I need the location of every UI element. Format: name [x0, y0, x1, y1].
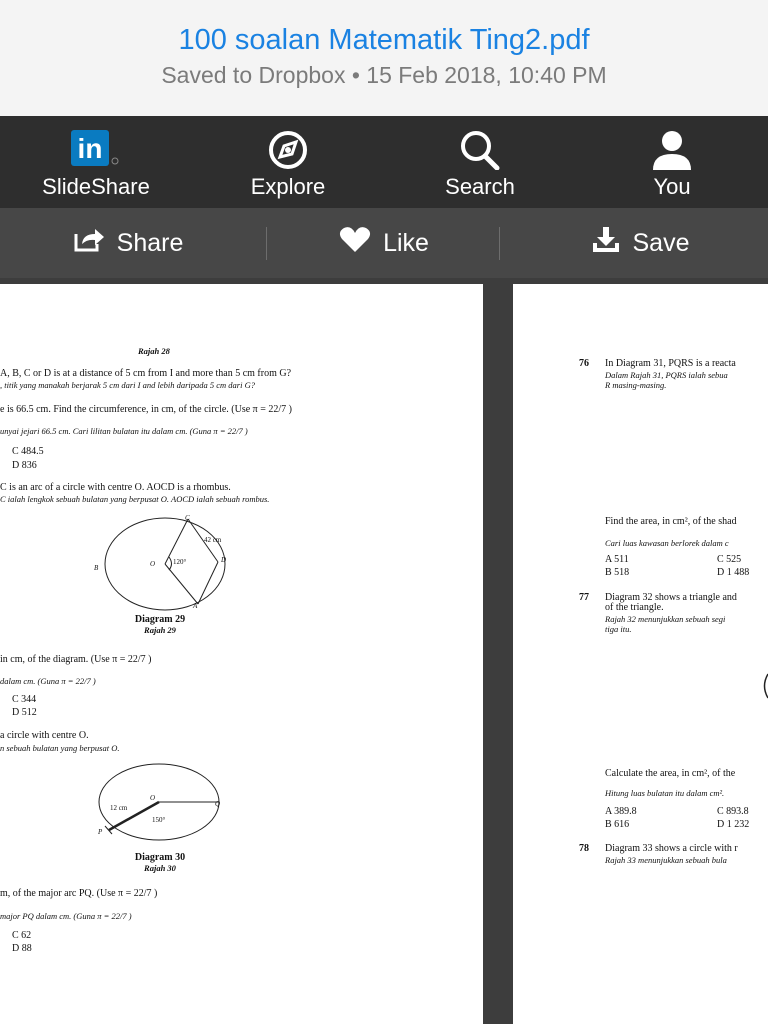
nav-slideshare-label: SlideShare [42, 174, 150, 199]
svg-text:in: in [77, 133, 103, 164]
nav-search-label: Search [445, 174, 515, 199]
answer-option: C 893.8 [717, 806, 749, 817]
answer-option: A 389.8 [605, 806, 637, 817]
diagram-label: D [221, 556, 227, 564]
nav-slideshare[interactable] [0, 116, 192, 208]
answer-option: C 525 [717, 554, 742, 565]
question-text-malay: dalam cm. (Guna π = 22/7 ) [0, 676, 96, 686]
question-text-malay: Rajah 32 menunjukkan sebuah segi [605, 614, 726, 624]
like-label: Like [383, 228, 429, 257]
save-label: Save [632, 228, 690, 257]
diagram-label: 42 cm [204, 536, 222, 544]
answer-option: C 344 [12, 694, 37, 705]
rajah-29-label: Rajah 29 [144, 625, 176, 635]
question-number: 76 [579, 358, 589, 369]
download-icon [591, 227, 621, 260]
nav-explore-label: Explore [250, 174, 326, 199]
nav-explore[interactable] [192, 116, 384, 208]
share-icon [73, 228, 105, 259]
diagram-label: P [98, 828, 103, 836]
diagram-label: O [150, 560, 156, 568]
main-navigation [0, 116, 768, 208]
like-button[interactable] [256, 208, 512, 278]
save-button[interactable] [512, 208, 768, 278]
answer-option: D 1 488 [717, 567, 750, 578]
diagram-label: Q [215, 800, 221, 808]
question-text: In Diagram 31, PQRS is a reacta [605, 358, 736, 369]
question-text: m, of the major arc PQ. (Use π = 22/7 ) [0, 888, 158, 899]
user-icon [649, 130, 695, 175]
compass-icon [265, 130, 311, 175]
question-text-malay: unyai jejari 66.5 cm. Cari lilitan bulatan itu dalam cm. (Guna π = 22/7 ) [0, 426, 248, 436]
question-text: of the triangle. [605, 602, 664, 613]
diagram-fragment [759, 672, 768, 700]
nav-you[interactable] [576, 116, 768, 208]
nav-search[interactable] [384, 116, 576, 208]
rajah-30-label: Rajah 30 [144, 863, 176, 873]
nav-you-label: You [653, 174, 691, 199]
question-text: Find the area, in cm², of the shad [605, 516, 737, 527]
answer-option: D 1 232 [717, 819, 750, 830]
answer-option: A 511 [605, 554, 629, 565]
question-text: e is 66.5 cm. Find the circumference, in cm, of the circle. (Use π = 22/7 ) [0, 404, 292, 415]
answer-option: D 512 [12, 707, 37, 718]
question-text: Diagram 33 shows a circle with r [605, 843, 738, 854]
answer-option: D 836 [12, 460, 37, 471]
document-save-status: Saved to Dropbox • 15 Feb 2018, 10:40 PM [161, 62, 607, 88]
question-text: Calculate the area, in cm², of the [605, 768, 736, 779]
question-text: C is an arc of a circle with centre O. AOCD is a rhombus. [0, 482, 231, 493]
diagram-label: C [185, 514, 190, 522]
question-text: a circle with centre O. [0, 730, 89, 741]
question-text-malay: tiga itu. [605, 624, 632, 634]
diagram-30-caption: Diagram 30 [134, 852, 186, 863]
document-header [0, 0, 768, 116]
question-text: in cm, of the diagram. (Use π = 22/7 ) [0, 654, 152, 665]
document-title: 100 soalan Matematik Ting2.pdf [178, 24, 590, 56]
question-text-malay: Hitung luas bulatan itu dalam cm². [605, 788, 725, 798]
answer-option: B 616 [605, 819, 630, 830]
diagram-label: O [150, 794, 156, 802]
question-text-malay: n sebuah bulatan yang berpusat O. [0, 743, 120, 753]
question-number: 77 [579, 592, 589, 603]
question-text: A, B, C or D is at a distance of 5 cm from I and more than 5 cm from G? [0, 368, 292, 379]
answer-option: C 62 [12, 930, 32, 941]
question-text-malay: Cari luas kawasan berlorek dalam c [605, 538, 729, 548]
diagram-label: 12 cm [110, 804, 128, 812]
answer-option: D 88 [12, 943, 32, 954]
diagram-29-figure [90, 512, 240, 622]
linkedin-icon [67, 130, 125, 175]
action-divider [499, 227, 500, 260]
question-text-malay: Dalam Rajah 31, PQRS ialah sebua [605, 370, 728, 380]
diagram-label: A [193, 602, 198, 610]
diagram-label: 150° [152, 816, 166, 824]
rajah-28-label: Rajah 28 [138, 346, 170, 356]
diagram-29-caption: Diagram 29 [134, 614, 186, 625]
question-text-malay: R masing-masing. [605, 380, 667, 390]
document-page [0, 284, 483, 1024]
share-label: Share [116, 228, 184, 257]
question-text-malay: C ialah lengkok sebuah bulatan yang berpusat O. AOCD ialah sebuah rombus. [0, 494, 270, 504]
diagram-label: 120° [173, 558, 187, 566]
search-icon [457, 130, 503, 175]
action-bar [0, 208, 768, 278]
share-button[interactable] [0, 208, 256, 278]
question-text-malay: Rajah 33 menunjukkan sebuah bula [605, 855, 727, 865]
question-text-malay: major PQ dalam cm. (Guna π = 22/7 ) [0, 911, 132, 921]
question-text-malay: , titik yang manakah berjarak 5 cm dari I and lebih daripada 5 cm dari G? [0, 380, 255, 390]
document-viewer[interactable] [0, 278, 768, 1024]
question-number: 78 [579, 843, 589, 854]
answer-option: B 518 [605, 567, 630, 578]
diagram-label: B [94, 564, 99, 572]
answer-option: C 484.5 [12, 446, 44, 457]
document-page [513, 284, 768, 1024]
heart-icon [339, 227, 371, 260]
question-text: Diagram 32 shows a triangle and [605, 592, 737, 603]
